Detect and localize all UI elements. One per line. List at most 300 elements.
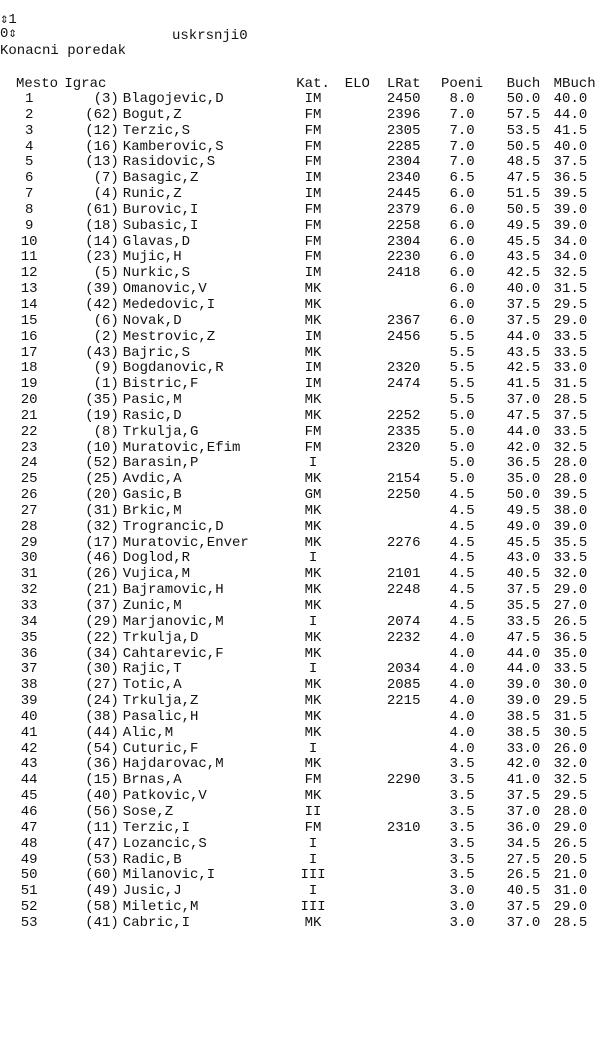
cell-rating	[376, 726, 430, 742]
cell-rating: 2034	[386, 661, 421, 678]
document-subtitle: Konacni poredak	[0, 43, 127, 59]
cell-elo	[338, 266, 376, 282]
cell-start-number: (6)	[93, 312, 119, 329]
cell-category: MK	[304, 566, 322, 583]
cell-category: III	[300, 899, 326, 916]
cell-category: I	[308, 550, 318, 567]
cell-rank: 45	[20, 788, 38, 805]
cell-points: 3.5	[449, 772, 475, 789]
cell-player-name: Terzic,S	[122, 122, 191, 139]
cell-median-buchholz: 33.5	[553, 328, 588, 345]
cell-start-number: (13)	[85, 154, 119, 171]
cell-start-number: (34)	[85, 645, 119, 662]
cell-rating	[376, 805, 430, 821]
table-row	[0, 393, 600, 409]
cell-category: MK	[304, 296, 322, 313]
cell-rating: 2305	[386, 122, 421, 139]
cell-player-name: Pasalic,H	[122, 708, 199, 725]
cell-points: 4.5	[449, 534, 475, 551]
cell-elo	[338, 108, 376, 124]
cell-start-number: (56)	[85, 803, 119, 820]
cell-rank: 53	[20, 914, 38, 931]
cell-buchholz: 42.5	[506, 265, 541, 282]
cell-category: I	[308, 851, 318, 868]
cell-rank: 50	[20, 867, 38, 884]
cell-rank: 29	[20, 534, 38, 551]
cell-points: 6.0	[449, 265, 475, 282]
table-row	[0, 631, 600, 647]
cell-rating	[376, 710, 430, 726]
cell-rank: 20	[20, 392, 38, 409]
table-body	[0, 92, 600, 932]
cell-elo	[338, 520, 376, 536]
cell-player-name: Cuturic,F	[122, 740, 199, 757]
cell-points: 4.0	[449, 740, 475, 757]
cell-buchholz: 36.0	[506, 819, 541, 836]
cell-rating: 2285	[386, 138, 421, 155]
cell-buchholz: 42.5	[506, 360, 541, 377]
cell-median-buchholz: 27.0	[553, 598, 588, 614]
cell-points: 4.0	[449, 645, 475, 662]
cell-buchholz: 27.5	[506, 851, 541, 868]
cell-start-number: (42)	[85, 296, 119, 313]
file-title: uskrsnji0	[172, 28, 248, 44]
cell-start-number: (23)	[85, 249, 119, 266]
cell-player-name: Rajic,T	[122, 661, 182, 678]
cell-rating: 2230	[386, 249, 421, 266]
cell-points: 4.5	[449, 518, 475, 535]
cell-start-number: (7)	[93, 170, 119, 187]
cell-points: 5.5	[449, 376, 475, 393]
cell-points: 6.0	[449, 281, 475, 298]
cell-category: MK	[304, 693, 322, 710]
cell-rating: 2101	[386, 566, 421, 583]
cell-median-buchholz: 32.0	[553, 756, 588, 773]
cell-elo	[338, 472, 376, 488]
cell-rank: 15	[20, 312, 38, 329]
cell-player-name: Blagojevic,D	[122, 91, 224, 107]
cell-category: MK	[304, 344, 322, 361]
table-row	[0, 599, 600, 615]
cell-elo	[338, 631, 376, 647]
cell-elo	[338, 536, 376, 552]
cell-player-name: Gasic,B	[122, 487, 182, 504]
cell-player-name: Trkulja,D	[122, 629, 199, 646]
cell-player-name: Glavas,D	[122, 233, 191, 250]
table-row	[0, 140, 600, 156]
cell-points: 6.0	[449, 312, 475, 329]
cell-start-number: (62)	[85, 106, 119, 123]
cell-rank: 47	[20, 819, 38, 836]
cell-elo	[338, 757, 376, 773]
cell-rating: 2418	[386, 265, 421, 282]
table-row	[0, 694, 600, 710]
cell-category: FM	[304, 106, 322, 123]
cell-start-number: (10)	[85, 439, 119, 456]
cell-buchholz: 50.5	[506, 201, 541, 218]
cell-rating: 2154	[386, 471, 421, 488]
cell-buchholz: 37.5	[506, 312, 541, 329]
cell-points: 4.5	[449, 582, 475, 599]
table-row	[0, 868, 600, 884]
cell-category: IM	[304, 186, 322, 203]
cell-player-name: Runic,Z	[122, 186, 182, 203]
cell-rating	[376, 647, 430, 663]
cell-player-name: Alic,M	[122, 724, 174, 741]
cell-start-number: (29)	[85, 613, 119, 630]
cell-median-buchholz: 33.5	[553, 550, 588, 567]
cell-player-name: Burovic,I	[122, 201, 199, 218]
cell-elo	[338, 235, 376, 251]
cell-elo	[338, 884, 376, 900]
cell-buchholz: 50.0	[506, 487, 541, 504]
cell-player-name: Zunic,M	[122, 598, 182, 614]
cell-start-number: (24)	[85, 693, 119, 710]
cell-rating	[376, 884, 430, 900]
cell-buchholz: 35.5	[506, 598, 541, 614]
cell-player-name: Patkovic,V	[122, 788, 207, 805]
cell-buchholz: 37.5	[506, 788, 541, 805]
cell-rank: 26	[20, 487, 38, 504]
cell-start-number: (61)	[85, 201, 119, 218]
cell-start-number: (15)	[85, 772, 119, 789]
table-row	[0, 789, 600, 805]
cell-buchholz: 39.0	[506, 693, 541, 710]
cell-category: MK	[304, 708, 322, 725]
cell-buchholz: 50.0	[506, 91, 541, 107]
cell-player-name: Avdic,A	[122, 471, 182, 488]
cell-points: 4.0	[449, 708, 475, 725]
cell-elo	[338, 155, 376, 171]
cell-elo	[338, 171, 376, 187]
header-symbol-1: ⇕1	[0, 12, 17, 28]
cell-rating	[376, 853, 430, 869]
cell-buchholz: 37.5	[506, 582, 541, 599]
cell-category: FM	[304, 423, 322, 440]
table-row	[0, 900, 600, 916]
cell-median-buchholz: 31.5	[553, 708, 588, 725]
cell-median-buchholz: 26.0	[553, 740, 588, 757]
cell-elo	[338, 361, 376, 377]
cell-start-number: (25)	[85, 471, 119, 488]
cell-category: FM	[304, 233, 322, 250]
cell-elo	[338, 710, 376, 726]
table-row	[0, 520, 600, 536]
cell-buchholz: 47.5	[506, 407, 541, 424]
cell-rank: 33	[20, 598, 38, 614]
cell-median-buchholz: 40.0	[553, 91, 588, 107]
cell-rank: 30	[20, 550, 38, 567]
cell-elo	[338, 916, 376, 932]
cell-player-name: Subasic,I	[122, 217, 199, 234]
cell-start-number: (20)	[85, 487, 119, 504]
cell-rating: 2335	[386, 423, 421, 440]
cell-start-number: (30)	[85, 661, 119, 678]
table-row	[0, 647, 600, 663]
cell-player-name: Marjanovic,M	[122, 613, 224, 630]
cell-median-buchholz: 33.0	[553, 360, 588, 377]
cell-buchholz: 39.0	[506, 677, 541, 694]
cell-median-buchholz: 29.5	[553, 296, 588, 313]
cell-category: FM	[304, 201, 322, 218]
cell-median-buchholz: 26.5	[553, 613, 588, 630]
cell-player-name: Trkulja,Z	[122, 693, 199, 710]
cell-rating: 2258	[386, 217, 421, 234]
cell-elo	[338, 900, 376, 916]
cell-category: IM	[304, 328, 322, 345]
cell-buchholz: 48.5	[506, 154, 541, 171]
cell-rating	[376, 504, 430, 520]
cell-category: I	[308, 883, 318, 900]
col-header-mesto: Mesto	[16, 76, 59, 92]
table-row	[0, 837, 600, 853]
cell-median-buchholz: 33.5	[553, 344, 588, 361]
cell-category: FM	[304, 138, 322, 155]
cell-category: IM	[304, 170, 322, 187]
cell-rating	[376, 393, 430, 409]
cell-rating: 2450	[386, 91, 421, 107]
cell-elo	[338, 567, 376, 583]
cell-median-buchholz: 35.5	[553, 534, 588, 551]
cell-player-name: Vujica,M	[122, 566, 191, 583]
table-row	[0, 583, 600, 599]
cell-buchholz: 51.5	[506, 186, 541, 203]
cell-start-number: (47)	[85, 835, 119, 852]
cell-category: FM	[304, 217, 322, 234]
cell-elo	[338, 393, 376, 409]
cell-median-buchholz: 39.0	[553, 518, 588, 535]
cell-rating: 2248	[386, 582, 421, 599]
cell-buchholz: 40.5	[506, 566, 541, 583]
cell-category: MK	[304, 914, 322, 931]
table-row	[0, 615, 600, 631]
cell-median-buchholz: 29.0	[553, 582, 588, 599]
cell-points: 3.5	[449, 851, 475, 868]
cell-rating: 2085	[386, 677, 421, 694]
table-row	[0, 504, 600, 520]
table-row	[0, 678, 600, 694]
cell-elo	[338, 599, 376, 615]
cell-elo	[338, 456, 376, 472]
cell-points: 7.0	[449, 122, 475, 139]
cell-rank: 23	[20, 439, 38, 456]
cell-median-buchholz: 40.0	[553, 138, 588, 155]
cell-start-number: (36)	[85, 756, 119, 773]
header-line-2: 0⇕	[0, 26, 17, 42]
cell-category: I	[308, 835, 318, 852]
cell-category: MK	[304, 471, 322, 488]
cell-elo	[338, 583, 376, 599]
cell-buchholz: 33.5	[506, 613, 541, 630]
table-row	[0, 250, 600, 266]
cell-rank: 8	[24, 201, 34, 218]
cell-rating: 2474	[386, 376, 421, 393]
cell-points: 3.5	[449, 756, 475, 773]
table-row	[0, 361, 600, 377]
cell-start-number: (39)	[85, 281, 119, 298]
cell-rank: 17	[20, 344, 38, 361]
cell-rank: 36	[20, 645, 38, 662]
cell-rating: 2304	[386, 154, 421, 171]
cell-points: 4.0	[449, 693, 475, 710]
cell-median-buchholz: 29.0	[553, 899, 588, 916]
cell-elo	[338, 662, 376, 678]
cell-rating: 2445	[386, 186, 421, 203]
cell-median-buchholz: 37.5	[553, 154, 588, 171]
cell-player-name: Jusic,J	[122, 883, 182, 900]
cell-median-buchholz: 31.0	[553, 883, 588, 900]
table-row	[0, 346, 600, 362]
cell-median-buchholz: 32.0	[553, 566, 588, 583]
cell-median-buchholz: 21.0	[553, 867, 588, 884]
table-row	[0, 377, 600, 393]
table-row	[0, 314, 600, 330]
table-row	[0, 187, 600, 203]
cell-median-buchholz: 26.5	[553, 835, 588, 852]
cell-rank: 52	[20, 899, 38, 916]
cell-rank: 14	[20, 296, 38, 313]
cell-buchholz: 34.5	[506, 835, 541, 852]
table-row	[0, 853, 600, 869]
cell-buchholz: 44.0	[506, 423, 541, 440]
cell-rating	[376, 789, 430, 805]
cell-buchholz: 44.0	[506, 661, 541, 678]
cell-buchholz: 26.5	[506, 867, 541, 884]
cell-elo	[338, 805, 376, 821]
cell-rank: 6	[24, 170, 34, 187]
cell-elo	[338, 551, 376, 567]
cell-rank: 1	[24, 91, 34, 107]
cell-rank: 38	[20, 677, 38, 694]
table-row	[0, 203, 600, 219]
table-row	[0, 235, 600, 251]
cell-start-number: (21)	[85, 582, 119, 599]
cell-player-name: Mujic,H	[122, 249, 182, 266]
table-row	[0, 567, 600, 583]
standings-table	[0, 76, 600, 932]
cell-rating	[376, 900, 430, 916]
cell-points: 4.0	[449, 661, 475, 678]
cell-player-name: Lozancic,S	[122, 835, 207, 852]
cell-buchholz: 36.5	[506, 455, 541, 472]
cell-rank: 35	[20, 629, 38, 646]
cell-category: FM	[304, 122, 322, 139]
table-row	[0, 219, 600, 235]
cell-points: 4.0	[449, 677, 475, 694]
cell-elo	[338, 678, 376, 694]
cell-buchholz: 40.0	[506, 281, 541, 298]
cell-player-name: Barasin,P	[122, 455, 199, 472]
cell-elo	[338, 187, 376, 203]
cell-player-name: Brnas,A	[122, 772, 182, 789]
cell-player-name: Basagic,Z	[122, 170, 199, 187]
cell-elo	[338, 203, 376, 219]
cell-start-number: (26)	[85, 566, 119, 583]
cell-median-buchholz: 38.0	[553, 502, 588, 519]
cell-start-number: (1)	[93, 376, 119, 393]
cell-rank: 28	[20, 518, 38, 535]
cell-player-name: Trkulja,G	[122, 423, 199, 440]
cell-median-buchholz: 29.5	[553, 788, 588, 805]
cell-buchholz: 38.5	[506, 724, 541, 741]
cell-elo	[338, 488, 376, 504]
table-row	[0, 884, 600, 900]
cell-start-number: (3)	[93, 91, 119, 107]
cell-start-number: (32)	[85, 518, 119, 535]
cell-start-number: (5)	[93, 265, 119, 282]
table-row	[0, 805, 600, 821]
cell-player-name: Nurkic,S	[122, 265, 191, 282]
cell-rating: 2252	[386, 407, 421, 424]
table-row	[0, 710, 600, 726]
cell-buchholz: 43.5	[506, 249, 541, 266]
cell-points: 6.0	[449, 233, 475, 250]
cell-elo	[338, 694, 376, 710]
cell-points: 3.0	[449, 883, 475, 900]
cell-start-number: (12)	[85, 122, 119, 139]
cell-rank: 19	[20, 376, 38, 393]
cell-rank: 25	[20, 471, 38, 488]
cell-points: 6.0	[449, 186, 475, 203]
cell-start-number: (9)	[93, 360, 119, 377]
cell-points: 7.0	[449, 106, 475, 123]
cell-player-name: Mededovic,I	[122, 296, 216, 313]
table-row	[0, 155, 600, 171]
cell-category: IM	[304, 265, 322, 282]
table-row	[0, 488, 600, 504]
cell-category: MK	[304, 534, 322, 551]
cell-rating	[376, 456, 430, 472]
cell-points: 6.0	[449, 217, 475, 234]
cell-start-number: (11)	[85, 819, 119, 836]
cell-category: FM	[304, 249, 322, 266]
cell-rank: 4	[24, 138, 34, 155]
cell-player-name: Brkic,M	[122, 502, 182, 519]
cell-points: 4.5	[449, 550, 475, 567]
cell-points: 5.5	[449, 328, 475, 345]
cell-player-name: Cahtarevic,F	[122, 645, 224, 662]
cell-rating	[376, 346, 430, 362]
cell-rank: 27	[20, 502, 38, 519]
cell-rank: 32	[20, 582, 38, 599]
cell-start-number: (41)	[85, 914, 119, 931]
cell-elo	[338, 504, 376, 520]
cell-points: 8.0	[449, 91, 475, 107]
cell-median-buchholz: 20.5	[553, 851, 588, 868]
cell-elo	[338, 298, 376, 314]
cell-category: IM	[304, 376, 322, 393]
cell-rank: 12	[20, 265, 38, 282]
cell-elo	[338, 742, 376, 758]
cell-rating: 2340	[386, 170, 421, 187]
cell-rank: 11	[20, 249, 38, 266]
cell-start-number: (2)	[93, 328, 119, 345]
col-header-buch: Buch	[506, 76, 541, 92]
cell-start-number: (46)	[85, 550, 119, 567]
cell-rank: 42	[20, 740, 38, 757]
cell-buchholz: 57.5	[506, 106, 541, 123]
cell-points: 3.0	[449, 899, 475, 916]
cell-rating: 2379	[386, 201, 421, 218]
cell-rating	[376, 551, 430, 567]
cell-median-buchholz: 28.5	[553, 914, 588, 931]
cell-rating	[376, 298, 430, 314]
cell-start-number: (49)	[85, 883, 119, 900]
cell-buchholz: 37.0	[506, 392, 541, 409]
cell-buchholz: 42.0	[506, 439, 541, 456]
cell-category: MK	[304, 518, 322, 535]
cell-median-buchholz: 34.0	[553, 249, 588, 266]
